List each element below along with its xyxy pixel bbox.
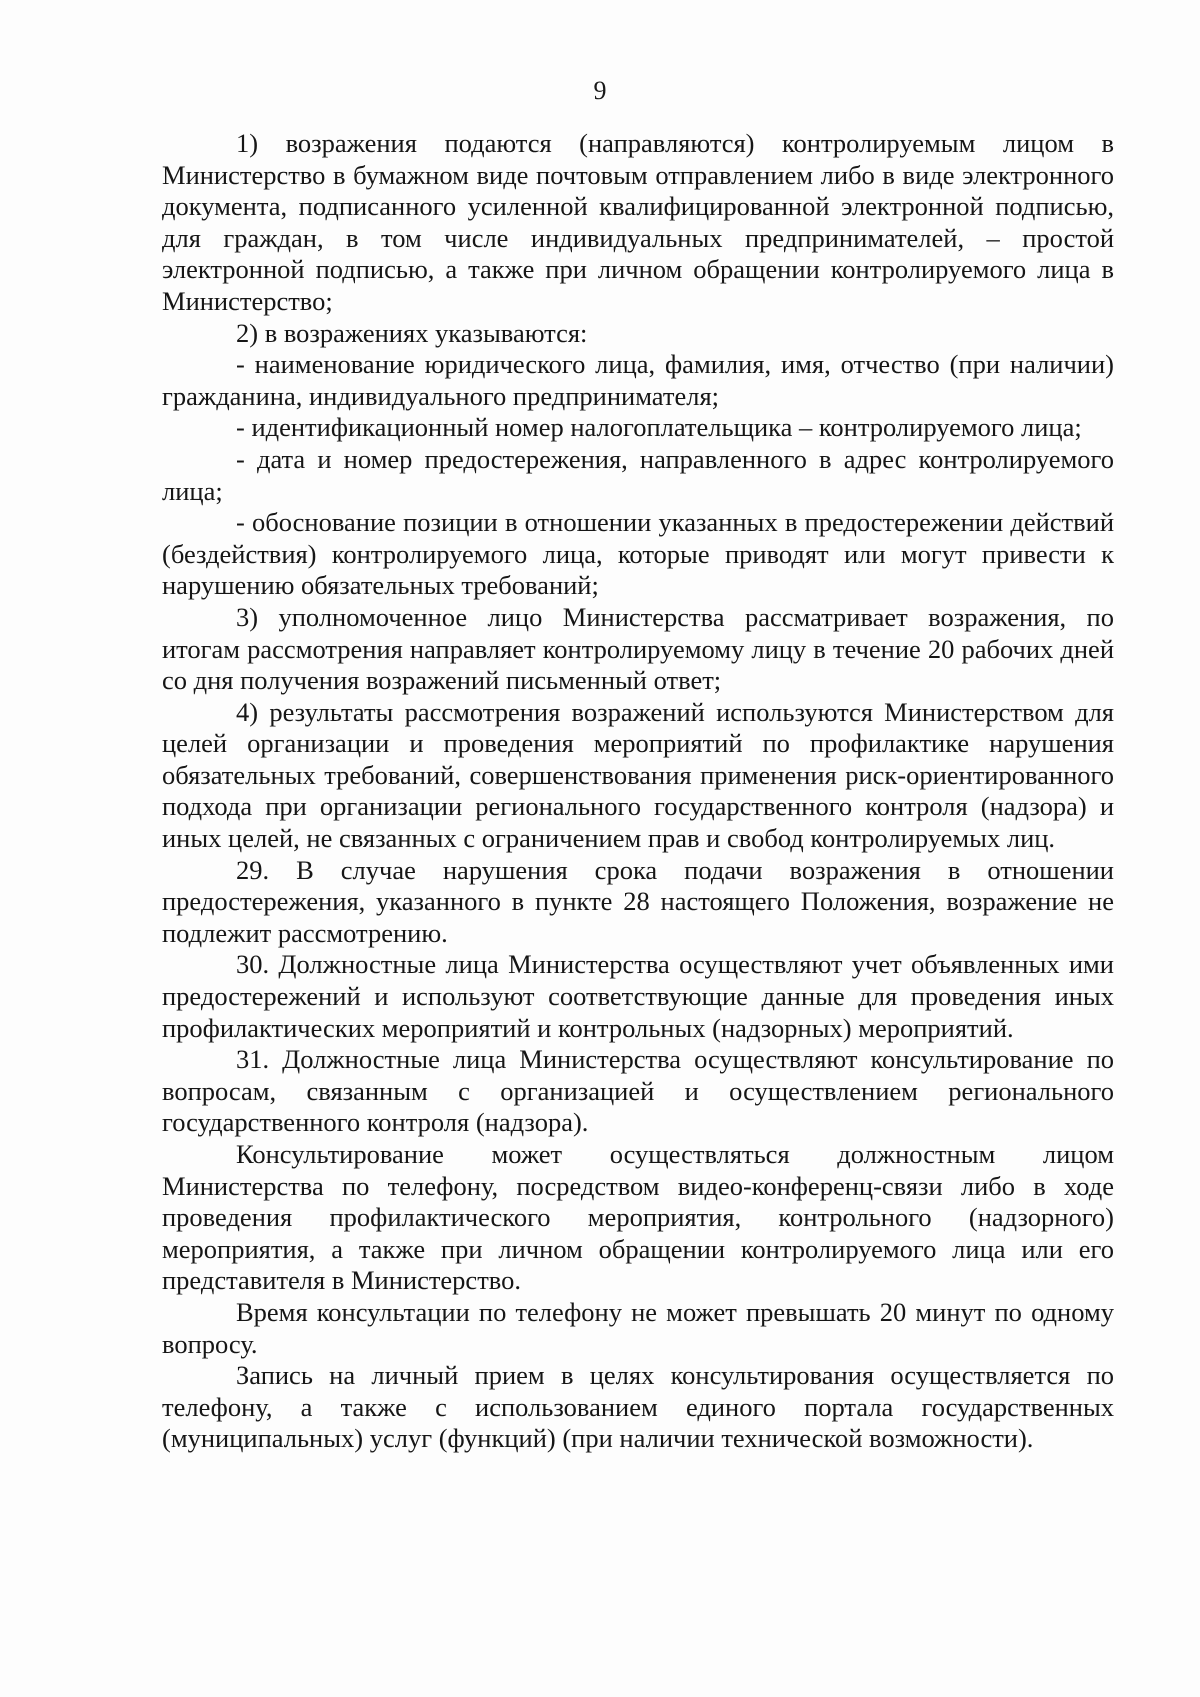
page-number: 9 xyxy=(593,76,607,105)
paragraph-dash-justification: - обоснование позиции в отношении указанных в предостережении действий (бездействия) контролируемого лица, которые приводят или могут привести к нарушению обязательных требований; xyxy=(162,507,1114,601)
paragraph-dash-name: - наименование юридического лица, фамилия, имя, отчество (при наличии) гражданина, индивидуального предпринимателя; xyxy=(162,349,1114,411)
paragraph-29: 29. В случае нарушения срока подачи возражения в отношении предостережения, указанного в пункте 28 настоящего Положения, возражение не подлежит рассмотрению. xyxy=(162,854,1114,948)
paragraph-item-1: 1) возражения подаются (направляются) контролируемым лицом в Министерство в бумажном виде почтовым отправлением либо в виде электронного документа, подписанного усиленной квалифицированной электронной подписью, для граждан, в том числе индивидуальных предпринимателей, – простой электронной подписью, а также при личном обращении контролируемого лица в Министерство; xyxy=(162,128,1114,316)
paragraph-dash-date: - дата и номер предостережения, направленного в адрес контролируемого лица; xyxy=(162,443,1114,506)
paragraph-appointment: Запись на личный прием в целях консультирования осуществляется по телефону, а также с использованием единого портала государственных (муниципальных) услуг (функций) (при наличии технической возможности). xyxy=(162,1360,1114,1454)
paragraph-consulting-methods: Консультирование может осуществляться должностным лицом Министерства по телефону, посредством видео-конференц-связи либо в ходе проведения профилактического мероприятия, контрольного (надзорного) мероприятия, а также при личном обращении контролируемого лица или его представителя в Министерство. xyxy=(162,1139,1114,1296)
paragraph-item-3: 3) уполномоченное лицо Министерства рассматривает возражения, по итогам рассмотрения направляет контролируемому лицу в течение 20 рабочих дней со дня получения возражений письменный ответ; xyxy=(162,601,1114,696)
paragraph-item-2: 2) в возражениях указываются: xyxy=(236,317,588,348)
paragraph-31: 31. Должностные лица Министерства осуществляют консультирование по вопросам, связанным с организацией и осуществлением регионального государственного контроля (надзора). xyxy=(162,1044,1114,1138)
paragraph-consulting-time: Время консультации по телефону не может превышать 20 минут по одному вопросу. xyxy=(162,1296,1114,1359)
paragraph-item-4: 4) результаты рассмотрения возражений используются Министерством для целей организации и проведения мероприятий по профилактике нарушения обязательных требований, совершенствования применения риск-ориентированного подхода при организации регионального государственного контроля (надзора) и иных целей, не связанных с ограничением прав и свобод контролируемых лиц. xyxy=(162,696,1114,854)
document-body xyxy=(162,128,1114,1455)
paragraph-dash-inn: - идентификационный номер налогоплательщика – контролируемого лица; xyxy=(236,412,1082,443)
paragraph-30: 30. Должностные лица Министерства осуществляют учет объявленных ими предостережений и используют соответствующие данные для проведения иных профилактических мероприятий и контрольных (надзорных) мероприятий. xyxy=(162,949,1114,1043)
